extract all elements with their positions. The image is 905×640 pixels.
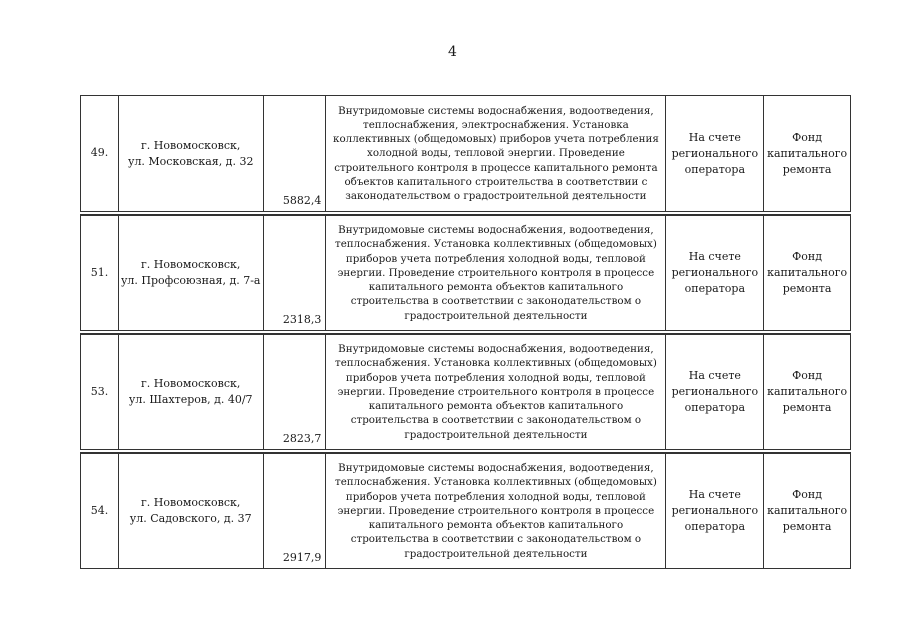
fund-line: капитального — [767, 266, 848, 279]
address-city: г. Новомосковск, — [141, 496, 241, 509]
area-cell — [264, 96, 327, 211]
work-description: Внутридомовые системы водоснабжения, водоотведения, теплоснабжения. Установка коллективных (общедомовых) приборов учета потребления холодной воды, тепловой энергии. Проведение строительного контроля в процессе капитального ремонта объектов капитального строительства в соответствии с законодательством о градостроительной деятельности — [326, 335, 666, 449]
funding-source — [666, 216, 764, 330]
address-city: г. Новомосковск, — [141, 138, 241, 152]
fund-line: ремонта — [782, 401, 832, 414]
funding-source — [666, 96, 764, 211]
address-street: ул. Московская, д. 32 — [127, 154, 254, 168]
fund-type — [764, 96, 850, 211]
address-cell — [119, 335, 264, 449]
fund-line: Фонд — [792, 369, 823, 382]
repair-table — [80, 95, 851, 571]
fund-line: ремонта — [782, 282, 832, 295]
source-line: оператора — [684, 520, 746, 533]
area-cell — [264, 454, 327, 568]
table-row — [80, 452, 851, 569]
work-description: Внутридомовые системы водоснабжения, водоотведения, теплоснабжения, электроснабжения. Установка коллективных (общедомовых) приборов учета потребления холодной воды, тепловой энергии. Проведение строительного контроля в процессе капитального ремонта объектов капитального строительства в соответствии с законодательством о градостроительной деятельности — [326, 96, 666, 211]
row-number: 54. — [81, 454, 119, 568]
source-line: регионального — [671, 504, 759, 517]
fund-line: Фонд — [792, 130, 823, 144]
address-city: г. Новомосковск, — [141, 258, 241, 271]
table-row — [80, 214, 851, 331]
fund-type — [764, 335, 850, 449]
table-row — [80, 95, 851, 212]
source-line: регионального — [671, 266, 759, 279]
fund-line: Фонд — [792, 488, 823, 501]
source-line: регионального — [671, 385, 759, 398]
source-line: оператора — [684, 401, 746, 414]
work-description: Внутридомовые системы водоснабжения, водоотведения, теплоснабжения. Установка коллективных (общедомовых) приборов учета потребления холодной воды, тепловой энергии. Проведение строительного контроля в процессе капитального ремонта объектов капитального строительства в соответствии с законодательством о градостроительной деятельности — [326, 454, 666, 568]
source-line: оператора — [684, 162, 746, 176]
address-city: г. Новомосковск, — [141, 377, 241, 390]
address-cell — [119, 96, 264, 211]
source-line: На счете — [688, 369, 741, 382]
funding-source — [666, 454, 764, 568]
fund-line: капитального — [767, 146, 848, 160]
area-value: 5882,4 — [282, 193, 322, 207]
fund-line: ремонта — [782, 162, 832, 176]
row-number: 49. — [81, 96, 119, 211]
table-row — [80, 333, 851, 450]
area-value: 2917,9 — [282, 550, 322, 564]
fund-line: ремонта — [782, 520, 832, 533]
source-line: На счете — [688, 250, 741, 263]
row-number: 53. — [81, 335, 119, 449]
address-street: ул. Садовского, д. 37 — [129, 512, 252, 525]
source-line: На счете — [688, 488, 741, 501]
source-line: регионального — [671, 146, 759, 160]
address-street: ул. Профсоюзная, д. 7-а — [120, 274, 261, 287]
fund-line: капитального — [767, 504, 848, 517]
funding-source — [666, 335, 764, 449]
area-cell — [264, 335, 327, 449]
row-number: 51. — [81, 216, 119, 330]
fund-type — [764, 216, 850, 330]
source-line: оператора — [684, 282, 746, 295]
page-number: 4 — [448, 44, 457, 60]
address-cell — [119, 216, 264, 330]
fund-line: капитального — [767, 385, 848, 398]
area-value: 2318,3 — [282, 312, 322, 326]
fund-line: Фонд — [792, 250, 823, 263]
area-cell — [264, 216, 327, 330]
area-value: 2823,7 — [282, 431, 322, 445]
address-street: ул. Шахтеров, д. 40/7 — [128, 393, 253, 406]
address-cell — [119, 454, 264, 568]
work-description: Внутридомовые системы водоснабжения, водоотведения, теплоснабжения. Установка коллективных (общедомовых) приборов учета потребления холодной воды, тепловой энергии. Проведение строительного контроля в процессе капитального ремонта объектов капитального строительства в соответствии с законодательством о градостроительной деятельности — [326, 216, 666, 330]
source-line: На счете — [688, 130, 741, 144]
fund-type — [764, 454, 850, 568]
